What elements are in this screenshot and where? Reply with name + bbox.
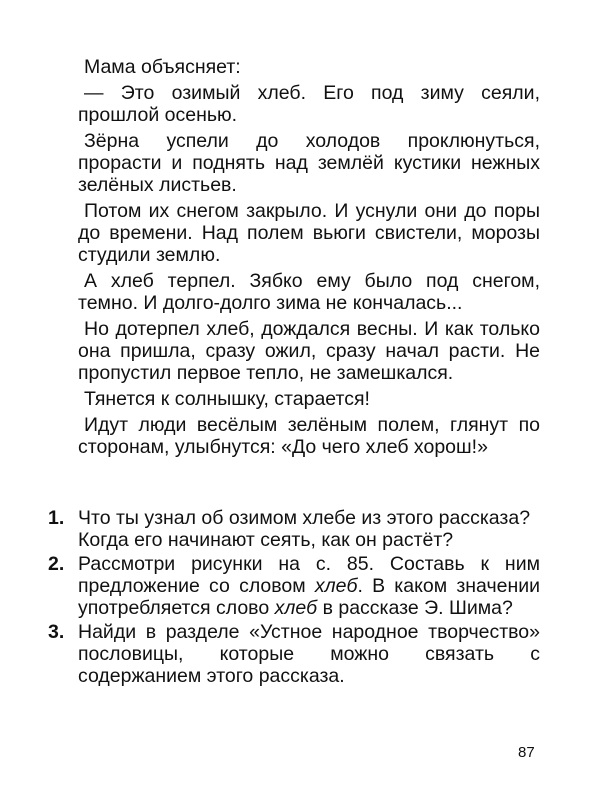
story-paragraph: А хлеб терпел. Зябко ему было под снегом, темно. И долго-долго зима не кончалась... — [78, 270, 540, 314]
question-subtext: Когда его начинают сеять, как он растёт? — [78, 529, 454, 551]
story-text — [78, 56, 540, 462]
question-item — [48, 553, 540, 619]
question-emphasis: хлеб — [314, 575, 358, 597]
story-paragraph: Потом их снегом закрыло. И уснули они до поры до времени. Над полем вьюги свистели, морозы студили землю. — [78, 200, 540, 266]
story-paragraph: Идут люди весёлым зелёным полем, глянут по сторонам, улыбнутся: «До чего хлеб хорош!» — [78, 414, 540, 458]
page-number: 87 — [518, 744, 535, 761]
question-text: Найди в разделе «Устное народное творчество» пословицы, которые можно связать с содержанием этого рассказа. — [78, 621, 540, 687]
question-number: 2. — [48, 553, 65, 575]
story-paragraph: Тянется к солнышку, старается! — [84, 388, 370, 410]
question-number: 3. — [48, 621, 65, 643]
question-number: 1. — [48, 507, 65, 529]
question-text — [78, 553, 540, 619]
question-text-part: в рассказе Э. Шима? — [317, 597, 513, 619]
questions-list — [48, 507, 540, 689]
question-text-part: Рассмотри рисунки на с. 85. Составь к ним предложение со словом — [78, 553, 540, 597]
story-paragraph: Но дотерпел хлеб, дождался весны. И как только она пришла, сразу ожил, сразу начал расти. Не пропустил первое тепло, не замешкался. — [78, 318, 540, 384]
question-emphasis: хлеб — [274, 597, 318, 619]
question-item — [48, 621, 540, 687]
question-text: Что ты узнал об озимом хлебе из этого рассказа? — [78, 507, 531, 529]
question-text-part: . В каком значении употребляется слово — [78, 575, 541, 619]
story-paragraph: — Это озимый хлеб. Его под зиму сеяли, прошлой осенью. — [78, 82, 540, 126]
story-paragraph: Мама объясняет: — [84, 56, 241, 78]
story-paragraph: Зёрна успели до холодов проклюнуться, прорасти и поднять над землёй кустики нежных зелёных листьев. — [78, 130, 540, 196]
question-item — [48, 507, 540, 551]
